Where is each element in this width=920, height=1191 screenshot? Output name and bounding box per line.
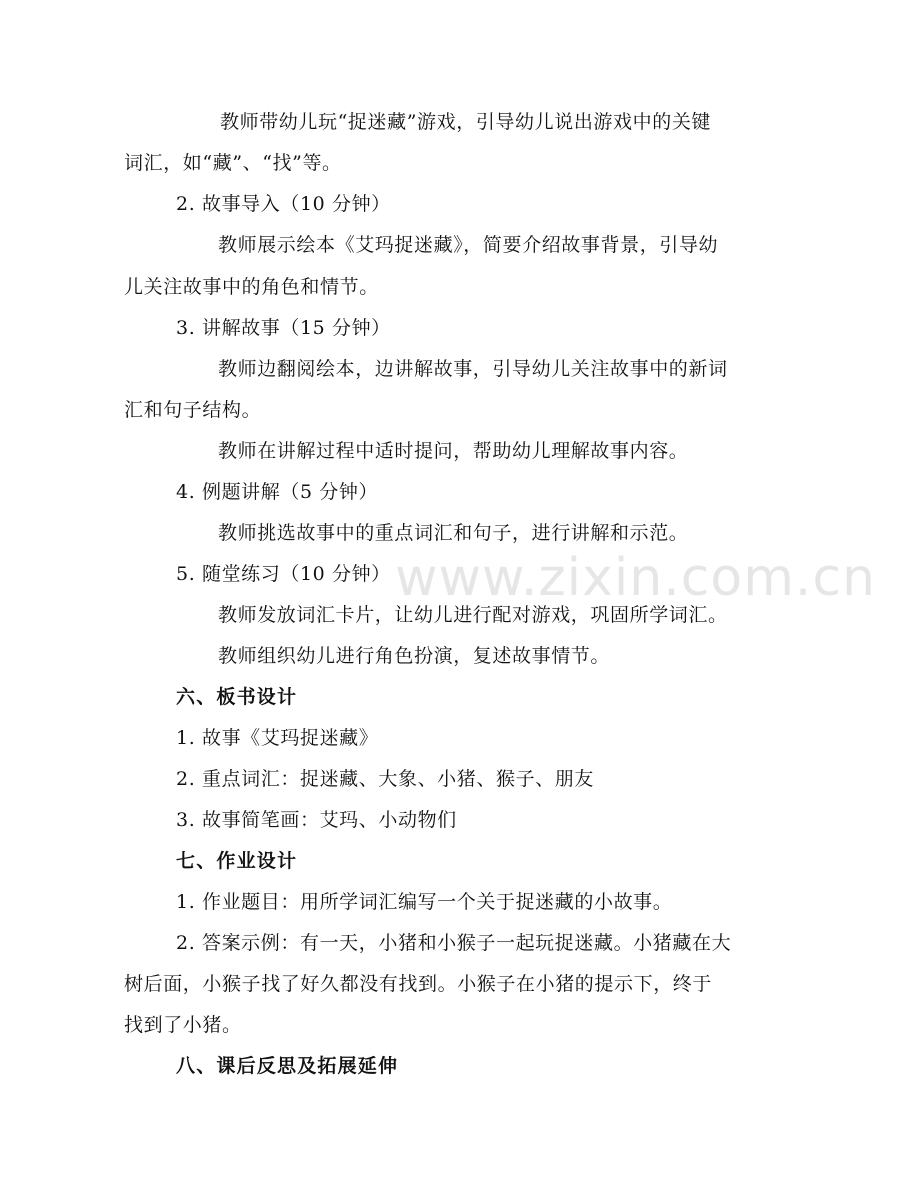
step-4-heading: 4. 例题讲解（5 分钟） [176,481,379,503]
blackboard-item-1: 1. 故事《艾玛捉迷藏》 [176,727,379,749]
paragraph-intro-line-1: 教师带幼儿玩“捉迷藏”游戏，引导幼儿说出游戏中的关键 [220,111,712,133]
step-5-line-2: 教师组织幼儿进行角色扮演，复述故事情节。 [218,645,611,667]
homework-item-2-line-2: 树后面，小猴子找了好久都没有找到。小猴子在小猪的提示下，终于 [124,973,713,995]
step-5-heading: 5. 随堂练习（10 分钟） [176,563,391,585]
watermark-text: www.zixin.com.cn [395,548,876,608]
step-3-line-2: 汇和句子结构。 [124,399,262,421]
step-5-line-1: 教师发放词汇卡片，让幼儿进行配对游戏，巩固所学词汇。 [218,604,728,626]
section-heading-homework: 七、作业设计 [176,850,298,872]
step-3-line-3: 教师在讲解过程中适时提问，帮助幼儿理解故事内容。 [218,440,689,462]
step-2-line-1: 教师展示绘本《艾玛捉迷藏》，简要介绍故事背景，引导幼 [218,234,719,256]
section-heading-blackboard: 六、板书设计 [176,686,298,708]
step-2-heading: 2. 故事导入（10 分钟） [176,193,391,215]
blackboard-item-3: 3. 故事简笔画：艾玛、小动物们 [176,809,457,831]
section-heading-reflection: 八、课后反思及拓展延伸 [176,1055,399,1077]
paragraph-intro-line-2: 词汇，如“藏”、“找”等。 [124,152,342,174]
blackboard-item-2: 2. 重点词汇：捉迷藏、大象、小猪、猴子、朋友 [176,768,594,790]
homework-item-2-line-3: 找到了小猪。 [124,1014,242,1036]
step-3-heading: 3. 讲解故事（15 分钟） [176,317,391,339]
step-4-line-1: 教师挑选故事中的重点词汇和句子，进行讲解和示范。 [218,522,689,544]
step-3-line-1: 教师边翻阅绘本，边讲解故事，引导幼儿关注故事中的新词 [218,358,728,380]
step-2-line-2: 儿关注故事中的角色和情节。 [124,276,379,298]
homework-item-1: 1. 作业题目：用所学词汇编写一个关于捉迷藏的小故事。 [176,891,673,913]
homework-item-2-line-1: 2. 答案示例：有一天，小猪和小猴子一起玩捉迷藏。小猪藏在大 [176,932,732,954]
